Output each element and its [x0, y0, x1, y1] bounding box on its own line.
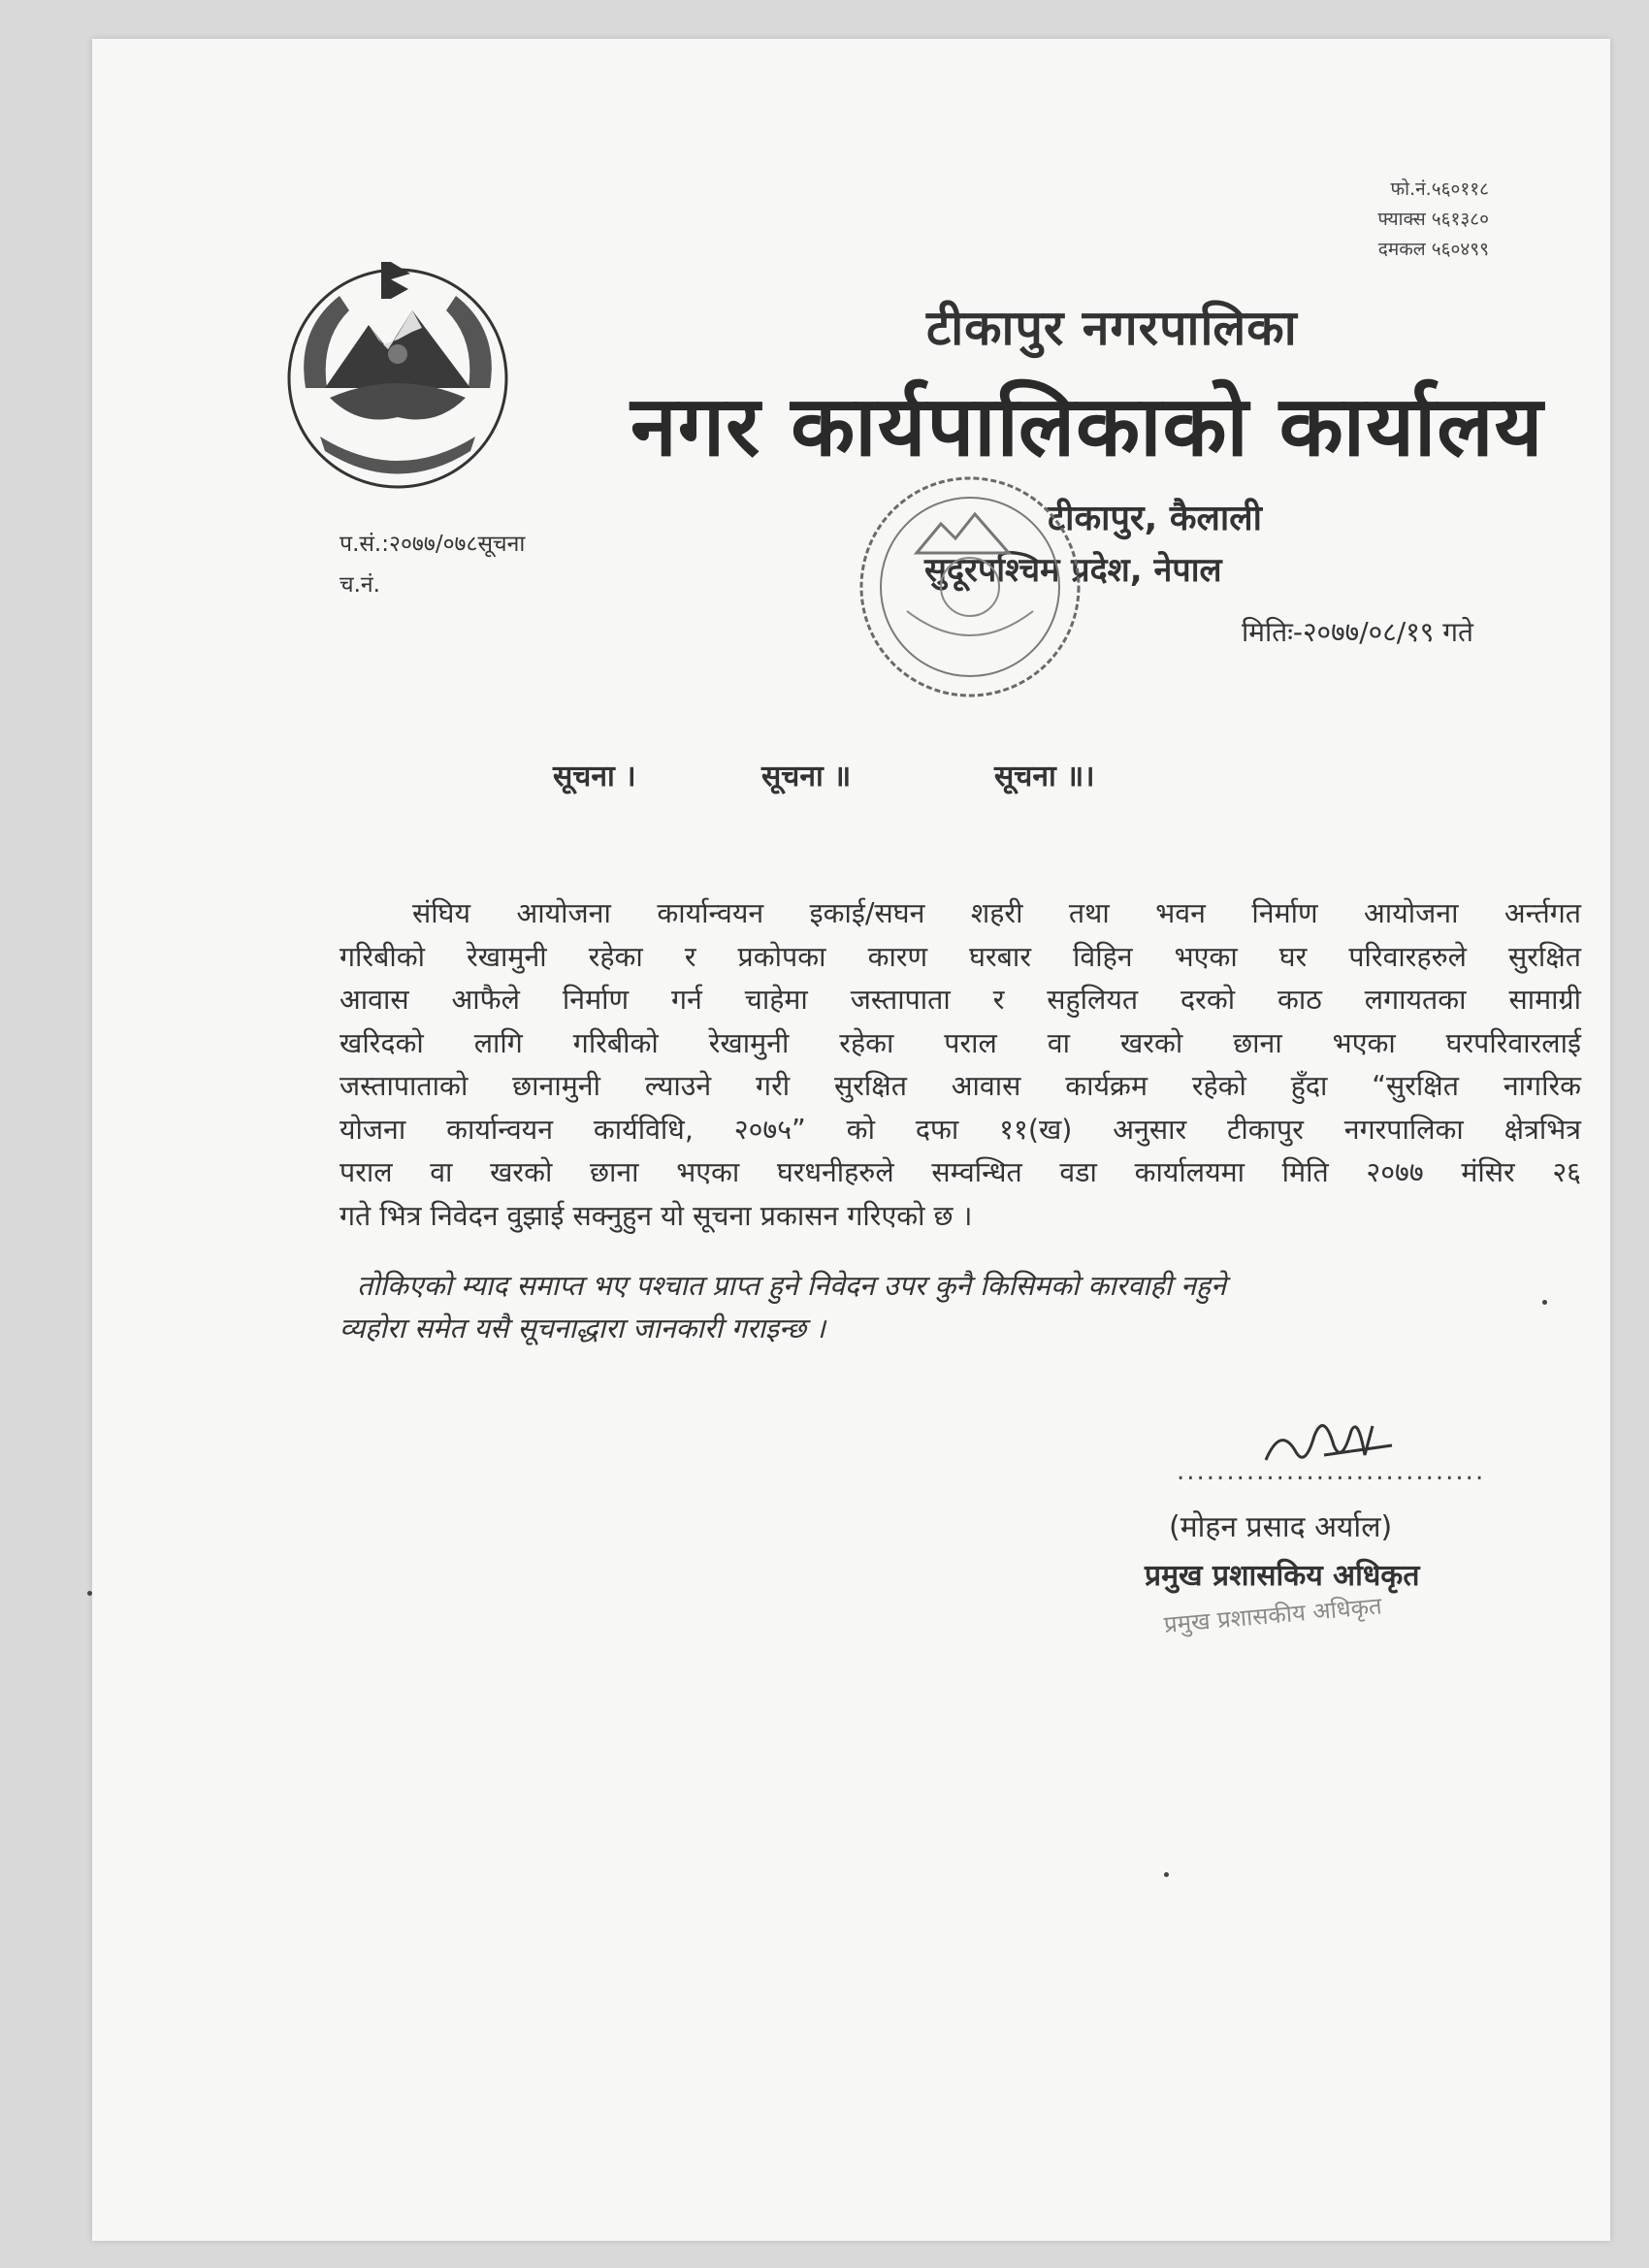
signatory-name: (मोहन प्रसाद अर्याल) [1169, 1510, 1393, 1544]
body-line: खरिदको लागि गरिबीको रेखामुनी रहेका पराल वा खरको छाना भएका घरपरिवारलाई [340, 1026, 1581, 1059]
office-province: सुदूरपश्चिम प्रदेश, नेपाल [924, 551, 1222, 590]
signatory-title: प्रमुख प्रशासकिय अधिकृत [1145, 1559, 1420, 1593]
office-title: नगर कार्यपालिकाको कार्यालय [630, 378, 1544, 475]
scan-speck [87, 1591, 92, 1596]
municipality-name: टीकापुर नगरपालिका [926, 300, 1298, 356]
note-line: व्यहोरा समेत यसै सूचनाद्धारा जानकारी गराइन्छ । [340, 1312, 825, 1345]
letter-number: प.सं.:२०७७/०७८सूचना [340, 532, 526, 557]
fire-number: दमकल ५६०४९९ [1377, 239, 1489, 260]
reference-block [340, 524, 525, 605]
phone-number: फो.नं.५६०११८ [1390, 178, 1489, 200]
body-line: पराल वा खरको छाना भएका घरधनीहरुले सम्वन्धित वडा कार्यालयमा मिति २०७७ मंसिर २६ [340, 1156, 1581, 1188]
notice-heading-2: सूचना ॥ [761, 760, 852, 794]
office-stamp-icon [849, 466, 1091, 708]
body-line: गते भित्र निवेदन वुझाई सक्नुहुन यो सूचना प्रकासन गरिएको छ । [340, 1199, 973, 1232]
body-line: जस्तापाताको छानामुनी ल्याउने गरी सुरक्षित आवास कार्यक्रम रहेको हुँदा “सुरक्षित नागरिक [340, 1070, 1581, 1102]
notice-note [340, 1265, 1591, 1350]
body-line: आवास आफैले निर्माण गर्न चाहेमा जस्तापाता र सहुलियत दरको काठ लगायतका सामाग्री [340, 984, 1581, 1016]
body-line: गरिबीको रेखामुनी रहेका र प्रकोपका कारण घरबार विहिन भएका घर परिवारहरुले सुरक्षित [340, 940, 1581, 973]
body-line: संघिय आयोजना कार्यान्वयन इकाई/सघन शहरी तथा भवन निर्माण आयोजना अर्न्तगत [412, 897, 1581, 929]
note-line: तोकिएको म्याद समाप्त भए पश्चात प्राप्त हुने निवेदन उपर कुनै किसिमको कारवाही नहुने [357, 1270, 1226, 1302]
notice-heading-3: सूचना ॥। [994, 760, 1095, 794]
notice-body [340, 892, 1581, 1238]
scan-speck [1164, 1872, 1169, 1877]
signatory-stamp: प्रमुख प्रशासकीय अधिकृत [1162, 1592, 1383, 1638]
fax-number: फ्याक्स ५६१३८० [1377, 209, 1489, 230]
dispatch-number: च.नं. [340, 572, 380, 598]
letter-page [92, 39, 1610, 2241]
body-line: योजना कार्यान्वयन कार्यविधि, २०७५” को दफा ११(ख) अनुसार टीकापुर नगरपालिका क्षेत्रभित्र [340, 1113, 1581, 1146]
office-location: टीकापुर, कैलाली [1048, 499, 1262, 538]
notice-heading-1: सूचना । [553, 760, 636, 794]
nepal-emblem-icon [267, 243, 529, 504]
signature-line: ............................... [1177, 1457, 1486, 1486]
letter-date: मितिः-२०७७/०८/१९ गते [1242, 616, 1473, 648]
contact-block [1377, 175, 1489, 265]
scan-speck [1542, 1300, 1547, 1305]
